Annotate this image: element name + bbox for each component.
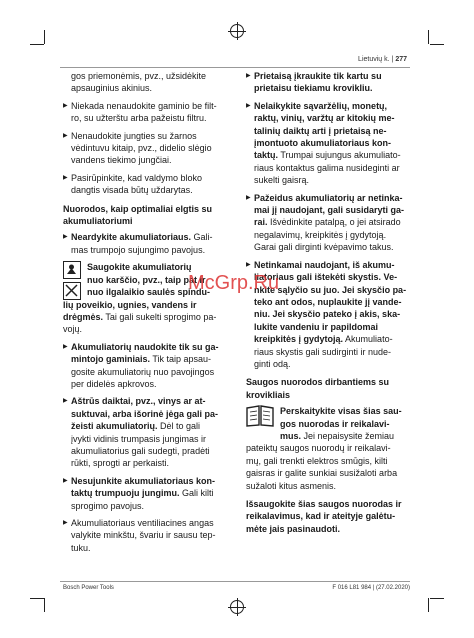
crop-mark [44, 598, 45, 612]
page-number: 277 [395, 56, 407, 63]
text-span: Išvėdinkite patalpą, o jei atsirado [267, 217, 401, 228]
text-line: ▶ Nesujunkite akumuliatoriaus kon- [71, 475, 216, 486]
right-column [246, 70, 418, 535]
text-line: Nuorodos, kaip optimaliai elgtis su [63, 203, 213, 214]
no-water-icon [63, 282, 81, 300]
text-line: sprogimo pavojus. [71, 500, 145, 511]
text-line: gaisras ir galite sunkiai susižaloti arba [246, 468, 398, 479]
text-line: ▶ Nenaudokite jungties su žarnos [71, 130, 197, 141]
text-bold: mus. [280, 430, 302, 441]
footer-right: F 016 L81 984 | (27.02.2020) [332, 585, 410, 591]
text-line: reikalavimus, kad ir ateityje galėtu- [246, 511, 396, 522]
text-line: ro, su užterštu arba pažeistu filtru. [71, 113, 207, 124]
list-item [63, 517, 235, 554]
text-line: nuo karščio, pvz., taip pat ir [87, 274, 206, 285]
text-line: nkite sąlyčio su juo. Jei skysčio pa- [254, 284, 407, 295]
text-line: Saugokite akumuliatorių [87, 262, 192, 273]
text-line: ginti odą. [254, 358, 291, 369]
text-line: liatoriaus gali ištekėti skystis. Ve- [254, 272, 398, 283]
text-line: mai jį naudojant, gali susidaryti ga- [254, 205, 405, 216]
text-line: mas trumpojo sujungimo pavojus. [71, 244, 206, 255]
text-line: pateiktų saugos nuorodų ir reikalavi- [246, 443, 391, 454]
list-item [63, 341, 235, 391]
text-line: dangtis visada būtų uždarytas. [71, 185, 193, 196]
crop-mark [30, 598, 44, 599]
section-heading [63, 203, 235, 228]
text-span: Tai gali sukelti sprogimo pa- [103, 311, 217, 322]
text-bold: kreipkitės į gydytoją. [254, 334, 344, 345]
book-icon [246, 405, 274, 427]
text-span: Akumuliato- [343, 334, 393, 345]
text-line: gos nuorodas ir reikalavi- [280, 418, 390, 429]
text-line: valykite minkštu, švariu ir sausu tep- [71, 530, 216, 541]
text-bold: drėgmės. [63, 311, 104, 322]
heat-warning-icon [63, 261, 81, 279]
list-item [63, 172, 235, 197]
text-line: niu. Jei skysčio pateko į akis, ska- [254, 309, 401, 320]
crop-mark [30, 44, 44, 45]
list-item [63, 130, 235, 167]
footer-left: Bosch Power Tools [63, 585, 114, 591]
text-line: krovikliais [246, 389, 291, 400]
list-item [63, 475, 235, 512]
registration-mark-bottom [230, 600, 244, 614]
text-line: įvykti vidinis trumpasis jungimas ir [71, 433, 207, 444]
text-line: tuku. [71, 542, 91, 553]
text-bold: taktų. [254, 150, 279, 161]
read-manual-block [246, 405, 418, 535]
text-bold: Neardykite akumuliatoriaus. [71, 232, 192, 243]
text-line: riaus kontaktus galima nusideginti ar [254, 162, 400, 173]
crop-mark [430, 44, 444, 45]
text-line: gosite akumuliatorių nuo pavojingos [71, 366, 215, 377]
crop-mark [428, 598, 429, 612]
text-line: ▶ Nelaikykite sąvaržėlių, monetų, [254, 100, 388, 111]
header-language: Lietuvių k. [358, 56, 390, 63]
text-bold: rai. [254, 217, 268, 228]
text-line: apsauginius akinius. [71, 83, 153, 94]
registration-mark-top [230, 24, 244, 38]
text-line: ▶ Akumuliatoriaus ventiliacines angas [71, 518, 214, 528]
text-span: Dėl to gali [157, 421, 201, 432]
list-item [63, 395, 235, 469]
text-bold: taktų trumpuoju jungimu. [71, 488, 180, 499]
text-line: Saugos nuorodos dirbantiems su [246, 377, 390, 388]
text-line: sužaloti kitus asmenis. [246, 480, 337, 491]
text-line: ▶ Aštrūs daiktai, pvz., vinys ar at- [71, 396, 206, 407]
text-line: Išsaugokite šias saugos nuorodas ir [246, 499, 402, 509]
list-item [246, 100, 418, 187]
text-line: akumuliatorius gali sudegti, pradėti [71, 445, 210, 456]
watermark: McGrp.Ru [188, 272, 280, 294]
text-line: prietaisu tiekiamu krovikliu. [254, 83, 373, 94]
text-bold: žeisti akumuliatorių. [71, 421, 158, 432]
text-line: sukelti gaisrą. [254, 175, 310, 186]
header-rule [60, 67, 410, 68]
text-span: Gali- [191, 232, 213, 243]
text-line: nuo ilgalaikio saulės spindu- [87, 287, 211, 298]
list-item [246, 192, 418, 254]
text-line: mėte jais pasinaudoti. [246, 523, 341, 534]
text-line: Perskaitykite visas šias sau- [280, 406, 402, 417]
text-line: riaus skystis gali sudirginti ir nude- [254, 346, 392, 357]
footer-rule [60, 581, 410, 582]
text-line: ▶ Akumuliatorių naudokite tik su ga- [71, 341, 219, 352]
left-column [63, 70, 235, 559]
list-item [246, 70, 418, 95]
crop-mark [428, 30, 429, 44]
text-line: gos priemonėmis, pvz., užsidėkite [71, 71, 207, 81]
text-span: Trumpai sujungus akumuliato- [278, 150, 401, 161]
text-line: teko ant odos, nuplaukite jį vande- [254, 296, 402, 307]
text-span: Jei nepaisysite žemiau [301, 430, 395, 441]
text-line: įmontuoto akumuliatoriaus kon- [254, 138, 392, 149]
text-span: Gali kilti [179, 488, 214, 499]
text-line: per didelės apkrovos. [71, 378, 157, 389]
text-line: rūkti, sprogti ar perkaisti. [71, 458, 170, 469]
text-line: lių poveikio, ugnies, vandens ir [63, 299, 197, 310]
text-line: lukite vandeniu ir papildomai [254, 321, 379, 332]
list-item [63, 231, 235, 256]
list-item [63, 100, 235, 125]
text-line: vėdintuvu kitaip, pvz., dideliо slėgio [71, 143, 212, 154]
text-line: negalavimų, kreipkitės į gydytoją. [254, 229, 387, 240]
text-line: vojų. [63, 324, 83, 335]
text-span: Tik taip apsau- [150, 354, 212, 365]
crop-mark [430, 598, 444, 599]
text-line: suktuvai, arba išorinė jėga gali pa- [71, 408, 219, 419]
text-line: ▶ Pasirūpinkite, kad valdymo bloko [71, 172, 203, 183]
text-line: vandens tiekimo jungčiai. [71, 155, 172, 166]
text-line: talinių daiktų arti į prietaisą ne- [254, 125, 387, 136]
crop-mark [44, 30, 45, 44]
header-separator: | [391, 56, 394, 63]
text-line: raktų, vinių, varžtų ar kitokių me- [254, 113, 395, 124]
text-line: ▶ Niekada nenaudokite gaminio be filt- [71, 100, 217, 111]
page-header [358, 56, 407, 63]
text-line: ▶ Pažeidus akumuliatorių ar netinka- [254, 192, 403, 203]
text-line: mų, gali trenkti elektros smūgis, kilti [246, 455, 388, 466]
section-heading [246, 376, 418, 401]
text-bold: mintojo gaminiais. [71, 354, 151, 365]
text-line: akumuliatoriumi [63, 216, 133, 227]
text-line: Garai gali dirginti kvėpavimo takus. [254, 242, 394, 253]
text-line: ▶ Netinkamai naudojant, iš akumu- [254, 259, 395, 270]
text-line: ▶ Prietaisą įkraukite tik kartu su [254, 71, 382, 81]
